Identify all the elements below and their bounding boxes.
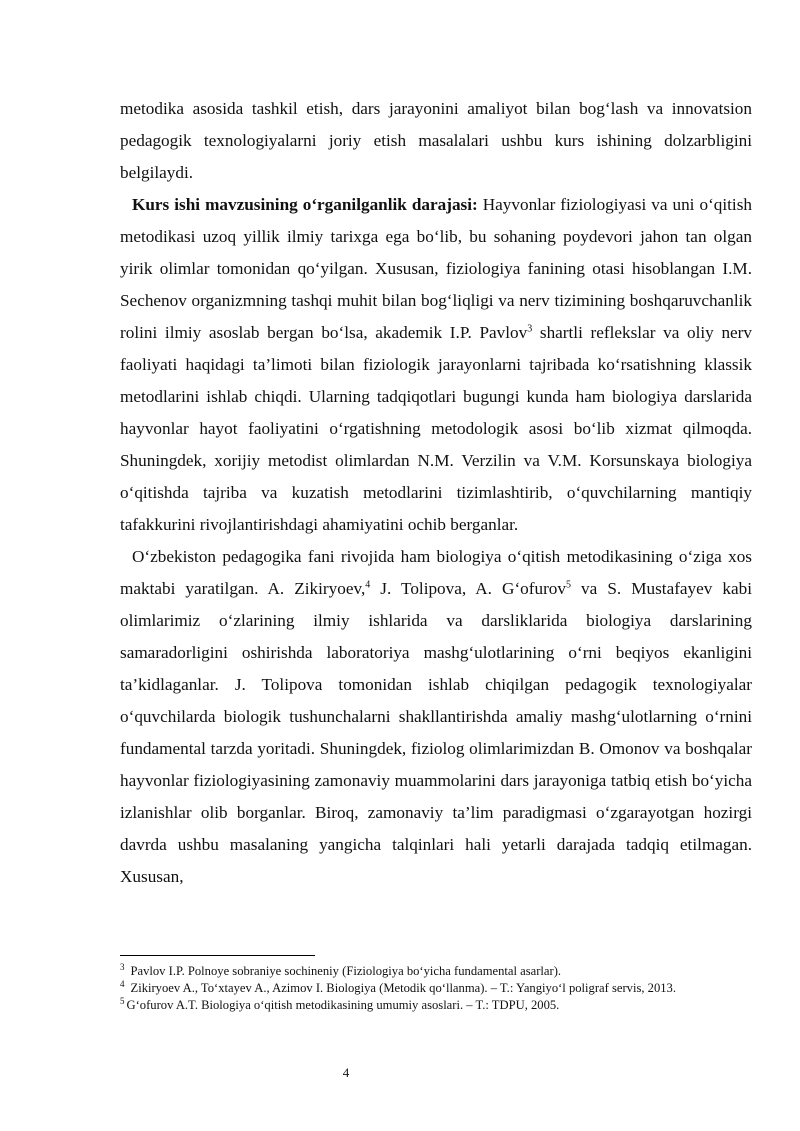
footnote-mark: 3 (120, 961, 125, 972)
section-heading: Kurs ishi mavzusining o‘rganilganlik darajasi: (132, 195, 478, 214)
paragraph-1: metodika asosida tashkil etish, dars jarayonini amaliyot bilan bog‘lash va innovatsion pedagogik texnologiyalarni joriy etish masalalari ushbu kurs ishining dolzarbligini belgilaydi. (120, 99, 752, 182)
paragraph-3-text-b: J. Tolipova, A. G‘ofurov (370, 579, 566, 598)
paragraph-3-text-a: O‘zbekiston pedagogika fani rivojida ham biologiya o‘qitish metodikasining o‘ziga xos maktabi yaratilgan. A. Zikiryoev, (120, 547, 752, 598)
footnote-mark: 5 (120, 995, 125, 1006)
footnotes-section (120, 955, 752, 1014)
paragraph-2-text-b: shartli reflekslar va oliy nerv faoliyati haqidagi ta’limoti bilan fiziologik jarayonlarni tajribada ko‘rsatishning klassik metodlarini ishlab chiqdi. Ularning tadqiqotlari bugungi kunda ham biologiya darslarida hayvonlar hayot faoliyatini o‘rgatishning metodologik asosi bo‘lib xizmat qilmoqda. Shuningdek, xorijiy metodist olimlardan N.M. Verzilin va V.M. Korsunskaya biologiya o‘qitishda tajriba va kuzatish metodlarini tizimlashtirib, o‘quvchilarning mantiqiy tafakkurini rivojlantirishdagi ahamiyatini ochib berganlar. (120, 323, 752, 534)
paragraph-3-text-c: va S. Mustafayev kabi olimlarimiz o‘zlarining ilmiy ishlarida va darsliklarida biologiya darslarining samaradorligini oshirishda laboratoriya mashg‘ulotlarining o‘rni beqiyos ekanligini ta’kidlaganlar. J. Tolipova tomonidan ishlab chiqilgan pedagogik texnologiyalar o‘quvchilarda biologik tushunchalarni shakllantirishda amaliy mashg‘ulotlarning o‘rnini fundamental tarzda yoritadi. Shuningdek, fiziolog olimlarimizdan B. Omonov va boshqalar hayvonlar fiziologiyasining zamonaviy muammolarini dars jarayoniga tatbiq etish bo‘yicha izlanishlar olib borganlar. Biroq, zamonaviy ta’lim paradigmasi o‘zgarayotgan hozirgi davrda ushbu masalaning yangicha talqinlari hali yetarli darajada tadqiq etilmagan. Xususan, (120, 579, 752, 886)
paragraph-3 (120, 541, 752, 893)
paragraph-2 (120, 189, 752, 541)
footnote-ref-5[interactable]: 5 (566, 579, 571, 591)
paragraph-2-text-a: Hayvonlar fiziologiyasi va uni o‘qitish metodikasi uzoq yillik ilmiy tarixga ega bo‘lib, bu sohaning poydevori jahon tan olgan yirik olimlar tomonidan qo‘yilgan. Xususan, fiziologiya fanining otasi hisoblangan I.M. Sechenov organizmning tashqi muhit bilan bog‘liqligi va nerv tizimining boshqaruvchanlik rolini ilmiy asoslab bergan bo‘lsa, akademik I.P. Pavlov (120, 195, 752, 342)
footnote-4 (120, 980, 752, 997)
footnote-5 (120, 997, 752, 1014)
footnote-ref-4[interactable]: 4 (365, 579, 371, 591)
footnote-text: Pavlov I.P. Polnoye sobraniye sochineniy (Fiziologiya bo‘yicha fundamental asarlar). (130, 964, 562, 978)
footnote-text: Zikiryoev A., To‘xtayev A., Azimov I. Biologiya (Metodik qo‘llanma). – T.: Yangiyo‘l poligraf servis, 2013. (130, 981, 676, 995)
footnote-3 (120, 963, 752, 980)
footnote-mark: 4 (120, 978, 125, 989)
main-text (120, 93, 752, 893)
footnote-text: G‘ofurov A.T. Biologiya o‘qitish metodikasining umumiy asoslari. – T.: TDPU, 2005. (126, 998, 560, 1012)
page-number: 4 (342, 1065, 350, 1080)
footnote-ref-3[interactable]: 3 (527, 323, 533, 335)
footnote-divider (120, 955, 315, 956)
